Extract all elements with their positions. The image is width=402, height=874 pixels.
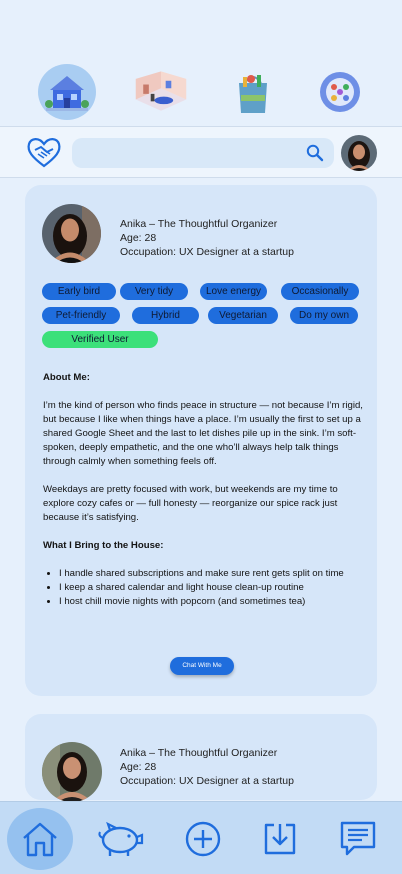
download-icon (262, 821, 298, 857)
tag-chip: Love energy (200, 283, 267, 300)
user-avatar[interactable] (341, 135, 377, 171)
search-input[interactable] (72, 138, 334, 168)
about-paragraph: I’m the kind of person who finds peace in structure — not because I’m rigid, but because I like when things have a place. I’m usually the first to set up a shared Google Sheet and the last to let dishes pile up in the sink. I’m soft-spoken, deeply empathetic, and the one who’ll always help talk things through calmly when something feels off. (43, 400, 363, 467)
category-tools[interactable] (311, 64, 369, 120)
nav-savings[interactable] (88, 808, 154, 870)
handshake-heart-logo[interactable] (26, 135, 62, 169)
nav-add[interactable] (170, 808, 236, 870)
profile-photo-image (42, 742, 102, 802)
message-icon (339, 820, 377, 858)
list-item: • I host chill movie nights with popcorn (and sometimes tea) (59, 595, 363, 609)
profile-name: Anika – The Thoughtful Organizer (120, 747, 278, 759)
handshake-heart-icon (26, 135, 62, 169)
about-section (43, 371, 363, 609)
profile-photo[interactable] (42, 742, 102, 802)
piggy-bank-icon (96, 821, 146, 857)
tag-chip: Do my own (290, 307, 358, 324)
add-circle-icon (185, 821, 221, 857)
about-title: About Me: (43, 372, 90, 383)
profile-photo-image (42, 204, 101, 263)
grocery-bag-icon (233, 69, 273, 115)
nav-messages[interactable] (325, 808, 391, 870)
bring-title: What I Bring to the House: (43, 540, 164, 551)
avatar-image (341, 135, 377, 171)
home-icon (21, 821, 59, 857)
category-groceries[interactable] (224, 64, 282, 120)
bring-list (43, 567, 363, 609)
tag-chip: Early bird (42, 283, 116, 300)
house-icon (44, 70, 90, 114)
category-strip (0, 62, 402, 122)
chat-with-me-button[interactable]: Chat With Me (170, 657, 234, 675)
tag-chip: Hybrid (132, 307, 199, 324)
profile-info (120, 217, 294, 259)
category-room[interactable] (132, 64, 190, 120)
about-paragraph: Weekdays are pretty focused with work, but weekends are my time to explore cozy cafes or — full honesty — reorganize our spice rack just because it’s satisfying. (43, 484, 338, 523)
tag-chip: Pet-friendly (42, 307, 120, 324)
tag-chip: Very tidy (120, 283, 188, 300)
profile-occupation: Occupation: UX Designer at a startup (120, 246, 294, 258)
profile-info (120, 746, 294, 788)
profile-photo[interactable] (42, 204, 101, 263)
nav-download[interactable] (247, 808, 313, 870)
room-icon (132, 70, 190, 114)
list-item: • I handle shared subscriptions and make sure rent gets split on time (59, 567, 363, 581)
profile-age: Age: 28 (120, 761, 157, 773)
profile-age: Age: 28 (120, 232, 157, 244)
nav-home[interactable] (7, 808, 73, 870)
tag-chip: Occasionally (281, 283, 359, 300)
tools-circle-icon (316, 69, 364, 115)
list-item: • I keep a shared calendar and light house clean-up routine (59, 581, 363, 595)
profile-card (25, 185, 377, 696)
profile-card (25, 714, 377, 800)
search-bar-row (0, 126, 402, 178)
tag-chip: Vegetarian (208, 307, 278, 324)
bottom-nav (0, 801, 402, 874)
verified-badge: Verified User (42, 331, 158, 348)
category-house[interactable] (38, 64, 96, 120)
profile-occupation: Occupation: UX Designer at a startup (120, 775, 294, 787)
search-icon[interactable] (306, 144, 324, 162)
profile-name: Anika – The Thoughtful Organizer (120, 218, 278, 230)
